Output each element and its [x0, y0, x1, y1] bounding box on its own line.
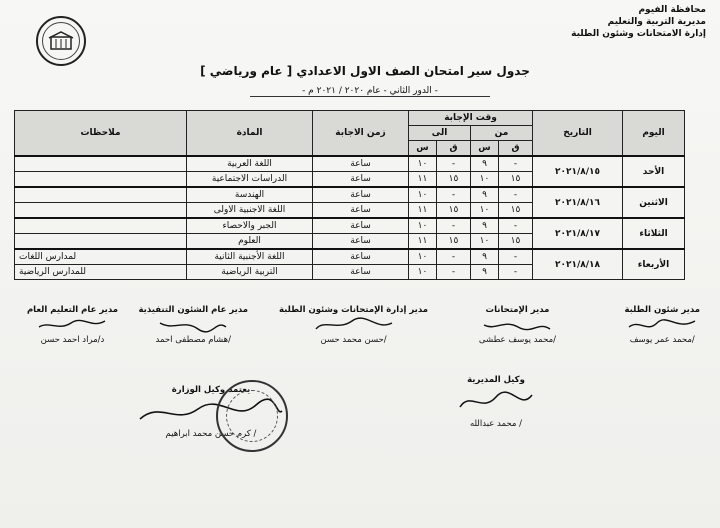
header-to-q: ق — [437, 141, 471, 157]
header-from: من — [471, 126, 533, 141]
header-from-s: س — [471, 141, 499, 157]
from-s-cell: ٩ — [471, 249, 499, 265]
from-q-cell: ١٥ — [499, 172, 533, 188]
table-row — [15, 249, 685, 265]
table-row — [15, 156, 685, 172]
to-q-cell: - — [437, 265, 471, 280]
signature-scribble-icon — [37, 317, 107, 333]
signature-block — [625, 305, 700, 345]
from-s-cell: ٩ — [471, 187, 499, 203]
from-q-cell: ١٥ — [499, 203, 533, 219]
header-day: اليوم — [623, 111, 685, 157]
signature-scribble-icon — [314, 317, 394, 333]
date-cell: ٢٠٢١/٨/١٨ — [533, 249, 623, 280]
signature-name: / كرم حسن محمد ابراهيم — [165, 429, 257, 439]
subject-cell: اللغة الأجنبية الثانية — [187, 249, 313, 265]
subject-cell: الجبر والاحصاء — [187, 218, 313, 234]
department-label: إدارة الامتحانات وشئون الطلبة — [571, 29, 706, 39]
signature-block — [139, 305, 248, 345]
header-to-s: س — [409, 141, 437, 157]
subject-cell: العلوم — [187, 234, 313, 250]
day-cell: الثلاثاء — [623, 218, 685, 249]
from-s-cell: ١٠ — [471, 172, 499, 188]
to-q-cell: - — [437, 156, 471, 172]
duration-cell: ساعة — [313, 172, 409, 188]
from-s-cell: ٩ — [471, 265, 499, 280]
header-duration: زمن الاجابة — [313, 111, 409, 157]
signature-name: / محمد عبدالله — [469, 419, 523, 429]
from-q-cell: - — [499, 218, 533, 234]
signature-title: وكيل المديرية — [467, 375, 525, 385]
table-row — [15, 218, 685, 234]
signatures-area — [14, 305, 706, 515]
signature-block — [27, 305, 118, 345]
governorate-label: محافظة الفيوم — [638, 5, 706, 15]
exam-schedule-table — [14, 110, 685, 280]
header-block — [546, 4, 706, 40]
to-s-cell: ١٠ — [409, 187, 437, 203]
signature-name: /هشام مصطفى احمد — [155, 335, 231, 345]
seal-eagle-icon — [226, 390, 278, 442]
official-seal-icon — [216, 380, 288, 452]
logo-emblem-icon — [42, 22, 80, 60]
signature-title: مدير الإمتحانات — [485, 305, 550, 315]
to-q-cell: - — [437, 249, 471, 265]
to-s-cell: ١٠ — [409, 218, 437, 234]
duration-cell: ساعة — [313, 156, 409, 172]
duration-cell: ساعة — [313, 187, 409, 203]
page-title: جدول سير امتحان الصف الاول الاعدادي [ عام ورياضي ] — [200, 64, 530, 78]
to-s-cell: ١٠ — [409, 156, 437, 172]
from-q-cell: ١٥ — [499, 234, 533, 250]
signature-title: يعتمد وكيل الوزارة — [171, 385, 251, 395]
notes-cell: للمدارس الرياضية — [15, 265, 187, 280]
from-q-cell: - — [499, 265, 533, 280]
to-q-cell: ١٥ — [437, 234, 471, 250]
notes-cell — [15, 156, 187, 172]
header-answer-time: وقت الإجابة — [409, 111, 533, 126]
day-cell: الأربعاء — [623, 249, 685, 280]
date-cell: ٢٠٢١/٨/١٧ — [533, 218, 623, 249]
header-to: الى — [409, 126, 471, 141]
subject-cell: الهندسة — [187, 187, 313, 203]
header-notes: ملاحظات — [15, 111, 187, 157]
header-from-q: ق — [499, 141, 533, 157]
notes-cell — [15, 234, 187, 250]
signature-name: /محمد يوسف عطشى — [478, 335, 556, 345]
from-s-cell: ١٠ — [471, 203, 499, 219]
signature-name: د/مراد احمد حسن — [40, 335, 105, 345]
from-s-cell: ٩ — [471, 156, 499, 172]
signature-title: مدير عام التعليم العام — [26, 305, 118, 315]
to-s-cell: ١٠ — [409, 249, 437, 265]
subject-cell: اللغة العربية — [187, 156, 313, 172]
notes-cell: لمدارس اللغات — [15, 249, 187, 265]
duration-cell: ساعة — [313, 203, 409, 219]
to-q-cell: ١٥ — [437, 203, 471, 219]
from-q-cell: - — [499, 249, 533, 265]
signature-title: مدير إدارة الإمتحانات وشئون الطلبة — [279, 305, 428, 315]
from-s-cell: ٩ — [471, 218, 499, 234]
signature-scribble-icon — [482, 317, 552, 333]
day-cell: الأحد — [623, 156, 685, 187]
ministry-logo — [36, 16, 86, 66]
signature-scribble-icon — [158, 317, 228, 333]
to-q-cell: - — [437, 218, 471, 234]
to-s-cell: ١٠ — [409, 265, 437, 280]
signature-title: مدير عام الشئون التنفيذية — [138, 305, 248, 315]
from-s-cell: ١٠ — [471, 234, 499, 250]
header-subject: المادة — [187, 111, 313, 157]
to-s-cell: ١١ — [409, 172, 437, 188]
subject-cell: الدراسات الاجتماعية — [187, 172, 313, 188]
table-header-row — [15, 111, 685, 126]
duration-cell: ساعة — [313, 249, 409, 265]
notes-cell — [15, 172, 187, 188]
from-q-cell: - — [499, 187, 533, 203]
to-q-cell: - — [437, 187, 471, 203]
page-subtitle: - الدور الثاني - عام ٢٠٢٠ / ٢٠٢١ م - — [250, 86, 490, 97]
table-row — [15, 187, 685, 203]
duration-cell: ساعة — [313, 218, 409, 234]
duration-cell: ساعة — [313, 234, 409, 250]
signature-block — [456, 375, 536, 429]
signature-block — [279, 305, 428, 345]
subject-cell: التربية الرياضية — [187, 265, 313, 280]
notes-cell — [15, 203, 187, 219]
header-date: التاريخ — [533, 111, 623, 157]
to-q-cell: ١٥ — [437, 172, 471, 188]
notes-cell — [15, 218, 187, 234]
duration-cell: ساعة — [313, 265, 409, 280]
day-cell: الاثنين — [623, 187, 685, 218]
notes-cell — [15, 187, 187, 203]
signature-scribble-icon — [456, 387, 536, 417]
signature-name: /حسن محمد حسن — [320, 335, 387, 345]
signature-scribble-icon — [627, 317, 697, 333]
directorate-label: مديرية التربية والتعليم — [607, 17, 706, 27]
subject-cell: اللغة الاجنبية الاولى — [187, 203, 313, 219]
date-cell: ٢٠٢١/٨/١٥ — [533, 156, 623, 187]
signature-name: /محمد عمر يوسف — [629, 335, 695, 345]
date-cell: ٢٠٢١/٨/١٦ — [533, 187, 623, 218]
to-s-cell: ١١ — [409, 203, 437, 219]
signature-block — [479, 305, 556, 345]
to-s-cell: ١١ — [409, 234, 437, 250]
signature-title: مدير شئون الطلبة — [624, 305, 700, 315]
from-q-cell: - — [499, 156, 533, 172]
